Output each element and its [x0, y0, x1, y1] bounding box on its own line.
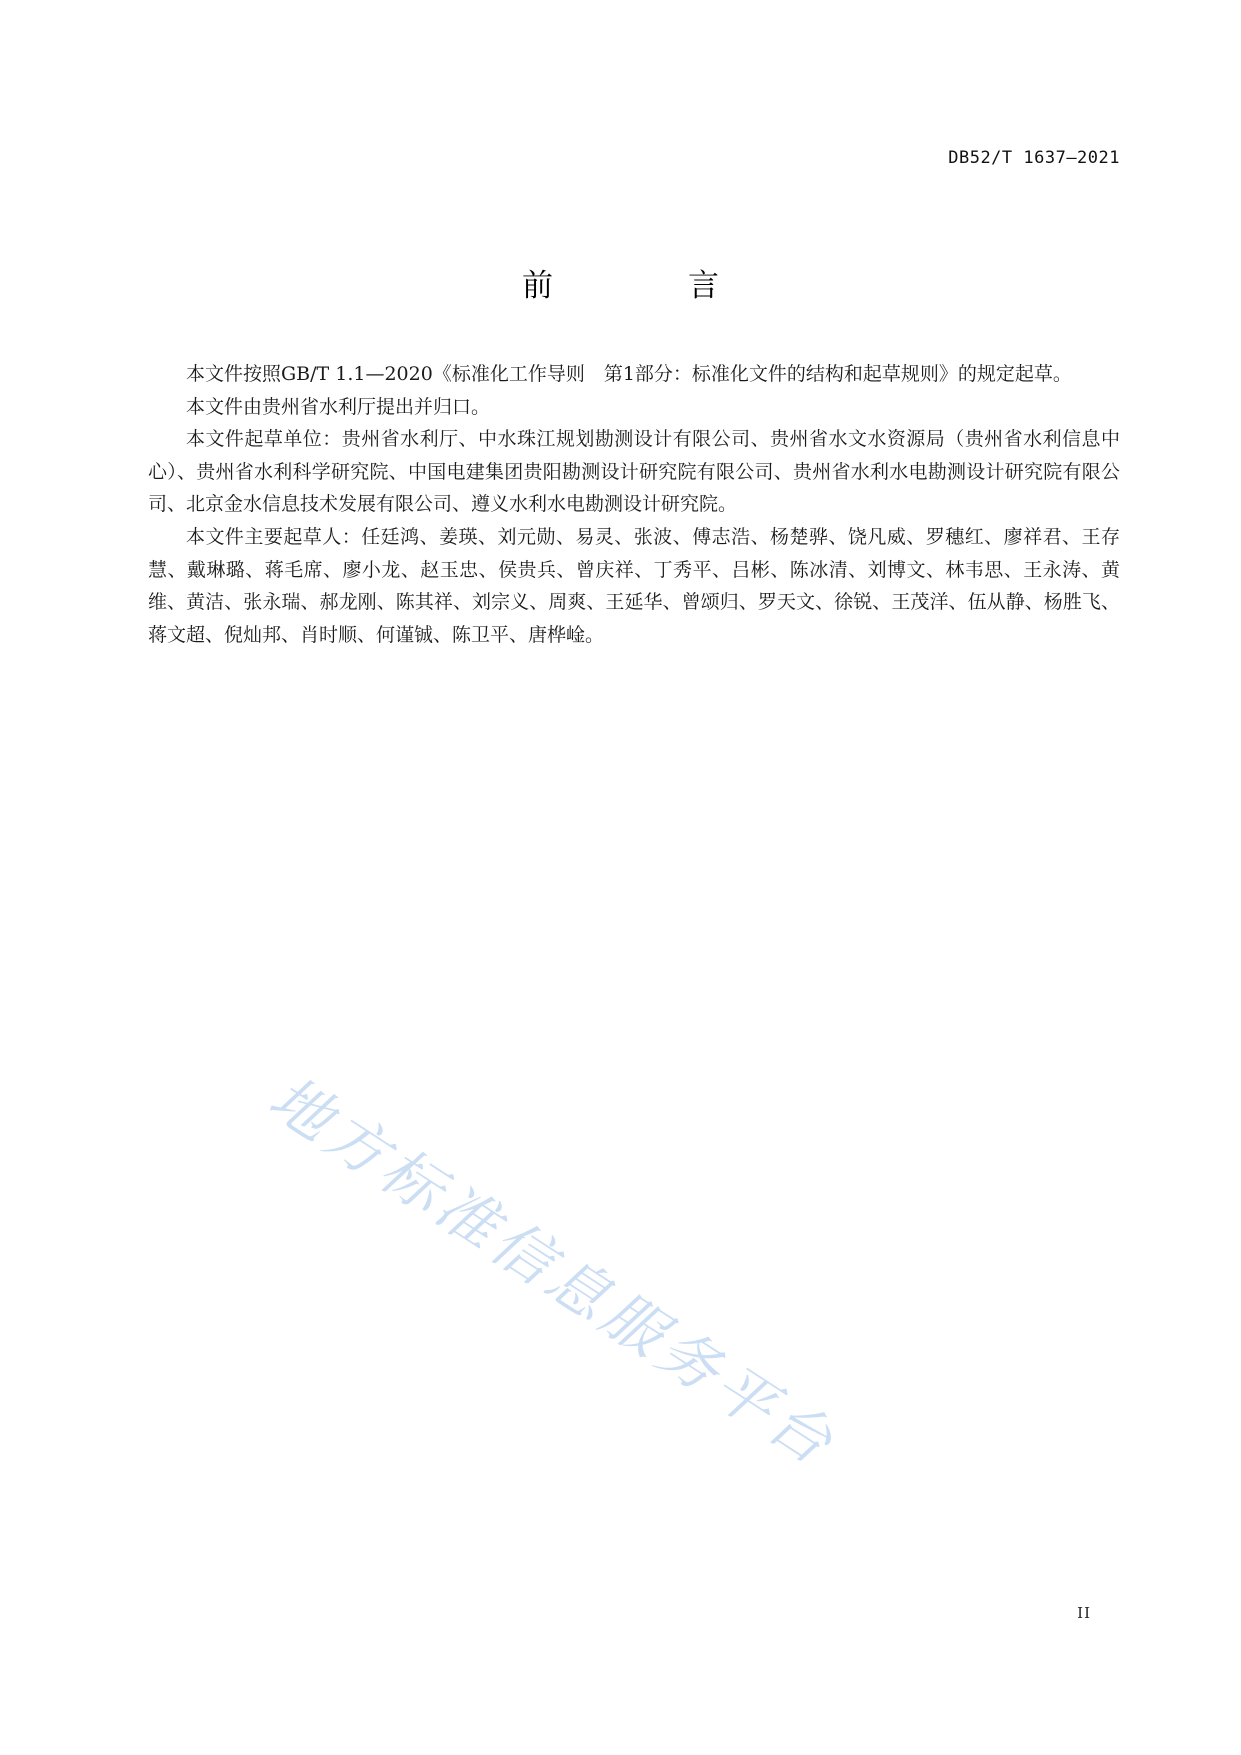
document-code: DB52/T 1637—2021 — [948, 148, 1120, 168]
paragraph-proposer: 本文件由贵州省水利厅提出并归口。 — [186, 395, 491, 418]
foreword-body — [148, 358, 1120, 651]
paragraph-drafters: 本文件主要起草人：任廷鸿、姜瑛、刘元勋、易灵、张波、傅志浩、杨楚骅、饶凡威、罗穗红、廖祥君、王存慧、戴琳璐、蒋毛席、廖小龙、赵玉忠、侯贵兵、曾庆祥、丁秀平、吕彬、陈冰清、刘博文、林韦思、王永涛、黄维、黄洁、张永瑞、郝龙刚、陈其祥、刘宗义、周爽、王延华、曾颂归、罗天文、徐锐、王茂洋、伍从静、杨胜飞、蒋文超、倪灿邦、肖时顺、何谨铖、陈卫平、唐桦崯。 — [148, 525, 1120, 646]
paragraph-drafting-basis: 本文件按照GB/T 1.1—2020《标准化工作导则 第1部分：标准化文件的结构和起草规则》的规定起草。 — [186, 363, 1072, 385]
page-title: 前 言 — [522, 268, 771, 304]
watermark-text: 地方标准信息服务平台 — [256, 1062, 849, 1482]
paragraph-drafting-units: 本文件起草单位：贵州省水利厅、中水珠江规划勘测设计有限公司、贵州省水文水资源局（贵州省水利信息中心）、贵州省水利科学研究院、中国电建集团贵阳勘测设计研究院有限公司、贵州省水利水电勘测设计研究院有限公司、北京金水信息技术发展有限公司、遵义水利水电勘测设计研究院。 — [148, 428, 1120, 516]
page-number: II — [1077, 1604, 1091, 1622]
